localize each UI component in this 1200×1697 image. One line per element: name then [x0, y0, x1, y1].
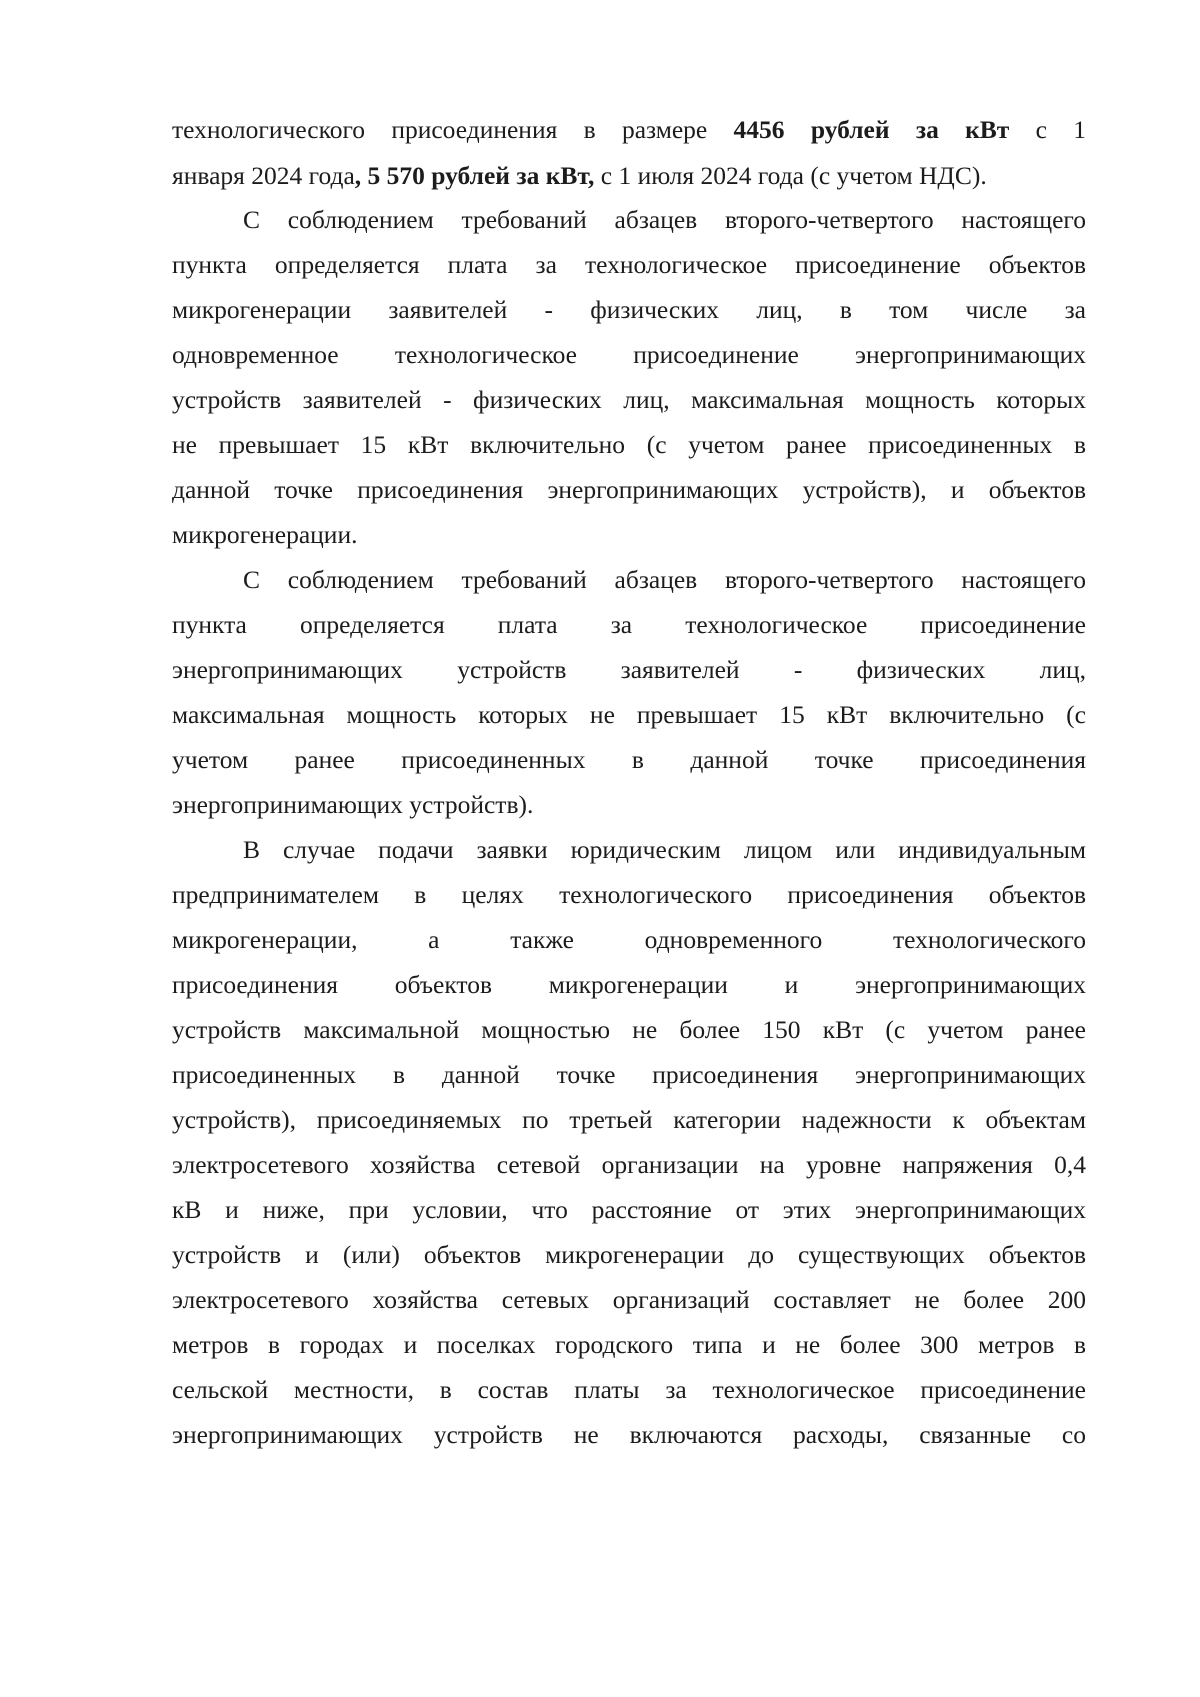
text-line: энергопринимающих устройств заявителей - физических лиц,: [172, 655, 1086, 684]
text-line: [172, 159, 1086, 193]
text-line: не превышает 15 кВт включительно (с учетом ранее присоединенных в: [172, 430, 1086, 459]
text-segment: с 1: [1009, 115, 1086, 144]
text-segment: января 2024 года: [172, 161, 355, 190]
text-line: устройств максимальной мощностью не более 150 кВт (с учетом ранее: [172, 1015, 1086, 1044]
text-line: микрогенерации, а также одновременного технологического: [172, 925, 1086, 954]
text-line: пункта определяется плата за технологическое присоединение: [172, 610, 1086, 639]
text-line: микрогенерации заявителей - физических лиц, в том числе за: [172, 295, 1086, 324]
text-line: учетом ранее присоединенных в данной точке присоединения: [172, 745, 1086, 774]
paragraph-first-line: В случае подачи заявки юридическим лицом или индивидуальным: [243, 835, 1086, 864]
text-line: пункта определяется плата за технологическое присоединение объектов: [172, 250, 1086, 279]
text-line: данной точке присоединения энергопринимающих устройств), и объектов: [172, 475, 1086, 504]
text-line: устройств), присоединяемых по третьей категории надежности к объектам: [172, 1105, 1086, 1134]
text-line: присоединенных в данной точке присоединения энергопринимающих: [172, 1060, 1086, 1089]
text-line: [172, 113, 1086, 147]
text-segment: с 1 июля 2024 года (с учетом НДС).: [594, 161, 987, 190]
paragraph-first-line: С соблюдением требований абзацев второго-четвертого настоящего: [243, 565, 1086, 594]
text-line: предпринимателем в целях технологического присоединения объектов: [172, 880, 1086, 909]
text-line: присоединения объектов микрогенерации и энергопринимающих: [172, 970, 1086, 999]
text-line: энергопринимающих устройств).: [172, 790, 534, 819]
bold-text-segment: 4456 рублей за кВт: [733, 115, 1010, 144]
text-line: электросетевого хозяйства сетевой организации на уровне напряжения 0,4: [172, 1150, 1086, 1179]
text-line: устройств и (или) объектов микрогенерации до существующих объектов: [172, 1240, 1086, 1269]
text-line: одновременное технологическое присоединение энергопринимающих: [172, 340, 1086, 369]
text-line: устройств заявителей - физических лиц, максимальная мощность которых: [172, 385, 1086, 414]
paragraph-first-line: С соблюдением требований абзацев второго-четвертого настоящего: [243, 205, 1086, 234]
text-segment: технологического присоединения в размере: [172, 115, 734, 144]
text-line: сельской местности, в состав платы за технологическое присоединение: [172, 1375, 1086, 1404]
text-line: энергопринимающих устройств не включаются расходы, связанные со: [172, 1420, 1086, 1449]
text-line: кВ и ниже, при условии, что расстояние от этих энергопринимающих: [172, 1195, 1086, 1224]
text-line: максимальная мощность которых не превышает 15 кВт включительно (с: [172, 700, 1086, 729]
bold-text-segment: , 5 570 рублей за кВт,: [354, 161, 595, 190]
text-line: микрогенерации.: [172, 520, 358, 549]
text-line: электросетевого хозяйства сетевых организаций составляет не более 200: [172, 1285, 1086, 1314]
text-line: метров в городах и поселках городского типа и не более 300 метров в: [172, 1330, 1086, 1359]
